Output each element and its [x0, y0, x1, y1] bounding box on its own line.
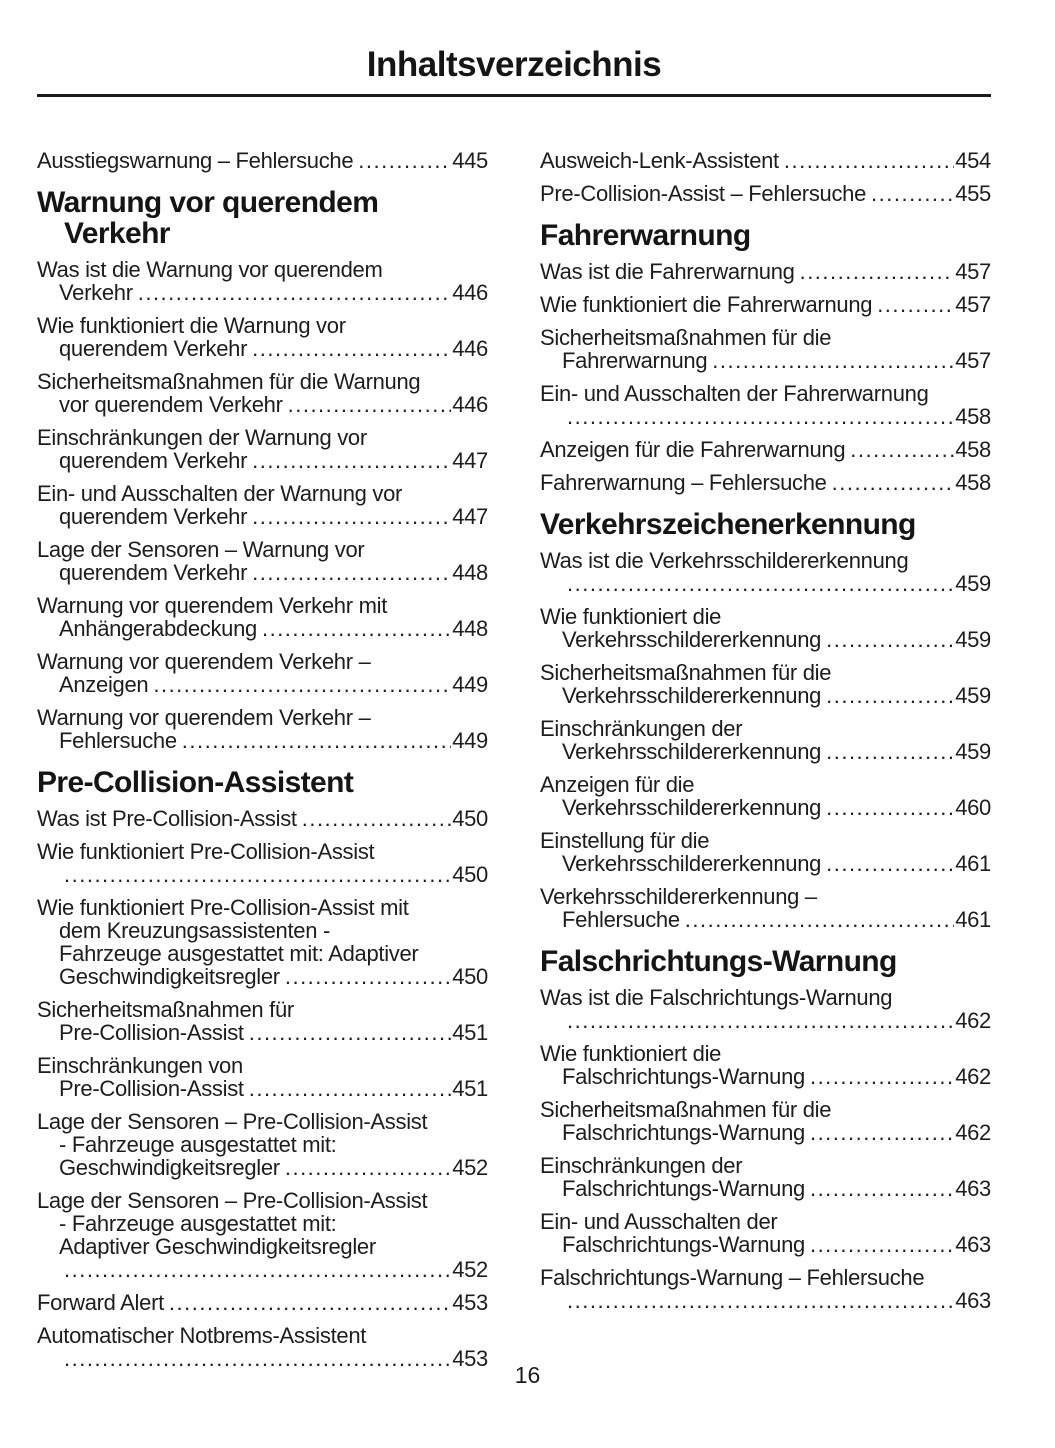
dot-leader [826, 740, 954, 763]
dot-leader [567, 1009, 954, 1032]
toc-entry[interactable] [37, 650, 488, 696]
toc-entry-leader-line [37, 673, 488, 696]
toc-entry-text-line: Falschrichtungs-Warnung [562, 1064, 805, 1089]
toc-entry-leader-line [540, 349, 991, 372]
dot-leader [138, 281, 451, 304]
toc-entry-leader-line [37, 561, 488, 584]
section-heading-line: Pre-Collision-Assistent [37, 766, 354, 799]
toc-entry-text-line: Einschränkungen der [540, 716, 743, 741]
toc-entry-leader-line [540, 852, 991, 875]
toc-entry-text-line: Falschrichtungs-Warnung [562, 1120, 805, 1145]
toc-entry-leader-line [37, 1156, 488, 1179]
title-divider [37, 94, 991, 97]
toc-entry-text-line: Lage der Sensoren – Pre-Collision-Assist [37, 1109, 428, 1134]
page-number: 16 [514, 1362, 541, 1388]
toc-entry-text-line: Fahrerwarnung [562, 348, 708, 373]
toc-entry-text-line: Ein- und Ausschalten der Fahrerwarnung [540, 381, 929, 406]
toc-entry-text-line: Einstellung für die [540, 828, 710, 853]
toc-entry-text-line: Adaptiver Geschwindigkeitsregler [59, 1234, 376, 1259]
toc-entry-page-number: 452 [452, 1155, 488, 1180]
toc-entry-leader-line [37, 617, 488, 640]
dot-leader [249, 1021, 451, 1044]
toc-entry-page-number: 461 [955, 907, 991, 932]
toc-entry[interactable] [540, 717, 991, 763]
dot-leader [685, 908, 954, 931]
toc-entry-text-line: Verkehrsschildererkennung [562, 851, 822, 876]
toc-entry-text-line: Fehlersuche [59, 728, 177, 753]
toc-entry[interactable] [540, 773, 991, 819]
toc-entry[interactable] [540, 182, 991, 205]
toc-entry-text-line: Verkehrsschildererkennung [562, 739, 822, 764]
toc-entry-leader-line [37, 807, 488, 830]
toc-entry[interactable] [37, 258, 488, 304]
toc-entry-leader-line [540, 740, 991, 763]
toc-entry-page-number: 449 [452, 672, 488, 697]
dot-leader [249, 1077, 451, 1100]
toc-entry-page-number: 455 [955, 181, 991, 206]
toc-entry-leader-line [540, 1177, 991, 1200]
dot-leader [153, 673, 451, 696]
toc-entry-leader-line [540, 572, 991, 595]
toc-entry[interactable] [37, 482, 488, 528]
dot-leader [358, 149, 451, 172]
toc-entry-text-line: Fahrzeuge ausgestattet mit: Adaptiver [59, 941, 419, 966]
toc-entry[interactable] [37, 840, 488, 886]
toc-entry-page-number: 458 [955, 437, 991, 462]
toc-entry-text-line: Was ist die Fahrerwarnung [540, 259, 795, 284]
toc-entry[interactable] [540, 326, 991, 372]
toc-entry[interactable] [37, 370, 488, 416]
toc-entry[interactable] [37, 594, 488, 640]
toc-entry-page-number: 448 [452, 616, 488, 641]
toc-entry-page-number: 462 [955, 1064, 991, 1089]
toc-entry[interactable] [540, 1210, 991, 1256]
section-heading [540, 220, 991, 251]
toc-entry-leader-line [540, 293, 991, 316]
toc-entry-page-number: 450 [452, 862, 488, 887]
toc-entry-text-line: dem Kreuzungsassistenten - [59, 918, 331, 943]
toc-entry-page-number: 447 [452, 504, 488, 529]
toc-entry-leader-line [540, 1009, 991, 1032]
document-page [37, 0, 991, 1380]
toc-entry[interactable] [540, 293, 991, 316]
toc-entry-text-line: Sicherheitsmaßnahmen für die [540, 1097, 832, 1122]
toc-entry-text-line: Was ist Pre-Collision-Assist [37, 806, 297, 831]
toc-entry-text-line: Ausweich-Lenk-Assistent [540, 148, 779, 173]
toc-entry-page-number: 453 [452, 1290, 488, 1315]
toc-entry[interactable] [37, 896, 488, 988]
toc-entry-leader-line [540, 260, 991, 283]
dot-leader [800, 260, 955, 283]
toc-entry-leader-line [37, 863, 488, 886]
toc-entry-text-line: Warnung vor querendem Verkehr – [37, 649, 371, 674]
toc-entry[interactable] [540, 438, 991, 461]
toc-entry-text-line: - Fahrzeuge ausgestattet mit: [59, 1211, 337, 1236]
toc-entry-page-number: 447 [452, 448, 488, 473]
toc-entry-leader-line [540, 1289, 991, 1312]
toc-entry[interactable] [540, 1042, 991, 1088]
toc-entry-leader-line [540, 438, 991, 461]
toc-entry-leader-line [540, 1065, 991, 1088]
toc-entry-leader-line [37, 149, 488, 172]
dot-leader [252, 505, 451, 528]
toc-entry-leader-line [37, 1291, 488, 1314]
toc-entry-page-number: 446 [452, 392, 488, 417]
dot-leader [182, 729, 451, 752]
toc-entry[interactable] [540, 605, 991, 651]
toc-entry-leader-line [37, 1021, 488, 1044]
toc-entry-text-line: Verkehr [59, 280, 133, 305]
page-title: Inhaltsverzeichnis [366, 45, 662, 84]
toc-entry-page-number: 460 [955, 795, 991, 820]
toc-entry-text-line: Warnung vor querendem Verkehr – [37, 705, 371, 730]
toc-entry-leader-line [37, 449, 488, 472]
dot-leader [567, 405, 954, 428]
dot-leader [810, 1233, 954, 1256]
toc-entry-page-number: 457 [955, 348, 991, 373]
toc-entry-page-number: 459 [955, 739, 991, 764]
toc-entry-leader-line [37, 337, 488, 360]
dot-leader [826, 684, 954, 707]
toc-entry[interactable] [37, 998, 488, 1044]
toc-entry-text-line: Wie funktioniert die [540, 1041, 722, 1066]
toc-entry-leader-line [540, 684, 991, 707]
section-heading [37, 767, 488, 798]
toc-entry[interactable] [37, 426, 488, 472]
toc-entry-text-line: Pre-Collision-Assist [59, 1020, 244, 1045]
toc-entry-leader-line [540, 182, 991, 205]
toc-entry-page-number: 457 [955, 292, 991, 317]
toc-entry[interactable] [37, 1054, 488, 1100]
dot-leader [877, 293, 954, 316]
toc-entry-text-line: Verkehrsschildererkennung [562, 683, 822, 708]
toc-entry-text-line: vor querendem Verkehr [59, 392, 283, 417]
toc-entry-text-line: Sicherheitsmaßnahmen für die Warnung [37, 369, 421, 394]
toc-entry[interactable] [540, 1266, 991, 1312]
dot-leader [252, 449, 451, 472]
toc-entry-leader-line [37, 1258, 488, 1281]
dot-leader [850, 438, 954, 461]
toc-entry-text-line: Automatischer Notbrems-Assistent [37, 1323, 367, 1348]
toc-entry-page-number: 462 [955, 1120, 991, 1145]
toc-entry[interactable] [540, 829, 991, 875]
dot-leader [169, 1291, 451, 1314]
toc-entry-text-line: Geschwindigkeitsregler [59, 1155, 280, 1180]
toc-entry-text-line: Forward Alert [37, 1290, 164, 1315]
toc-entry-text-line: Sicherheitsmaßnahmen für die [540, 660, 832, 685]
toc-entry-text-line: Pre-Collision-Assist [59, 1076, 244, 1101]
toc-entry-page-number: 449 [452, 728, 488, 753]
toc-entry[interactable] [540, 1098, 991, 1144]
toc-column-right [540, 149, 991, 1322]
section-heading [540, 509, 991, 540]
toc-entry[interactable] [540, 471, 991, 494]
toc-entry[interactable] [540, 986, 991, 1032]
toc-entry-text-line: Verkehrsschildererkennung – [540, 884, 817, 909]
toc-entry-text-line: Wie funktioniert die [540, 604, 722, 629]
section-heading [540, 946, 991, 977]
toc-entry-text-line: querendem Verkehr [59, 336, 248, 361]
toc-entry-text-line: querendem Verkehr [59, 448, 248, 473]
dot-leader [826, 628, 954, 651]
toc-entry-text-line: Einschränkungen der Warnung vor [37, 425, 367, 450]
toc-entry-text-line: Einschränkungen von [37, 1053, 243, 1078]
toc-entry-text-line: Einschränkungen der [540, 1153, 743, 1178]
toc-entry-page-number: 450 [452, 964, 488, 989]
toc-entry-text-line: Was ist die Verkehrsschildererkennung [540, 548, 909, 573]
dot-leader [302, 807, 451, 830]
toc-entry-leader-line [540, 471, 991, 494]
toc-entry-page-number: 448 [452, 560, 488, 585]
dot-leader [567, 1289, 954, 1312]
toc-entry-page-number: 459 [955, 571, 991, 596]
toc-entry-text-line: Verkehrsschildererkennung [562, 795, 822, 820]
toc-entry-leader-line [540, 1233, 991, 1256]
dot-leader [64, 863, 451, 886]
toc-entry-text-line: querendem Verkehr [59, 560, 248, 585]
section-heading-line: Verkehr [64, 217, 170, 250]
toc-entry-page-number: 446 [452, 280, 488, 305]
dot-leader [567, 572, 954, 595]
dot-leader [288, 393, 452, 416]
toc-entry-page-number: 451 [452, 1020, 488, 1045]
toc-entry-text-line: Fehlersuche [562, 907, 680, 932]
toc-entry-page-number: 446 [452, 336, 488, 361]
toc-entry-text-line: Warnung vor querendem Verkehr mit [37, 593, 388, 618]
toc-entry-text-line: Pre-Collision-Assist – Fehlersuche [540, 181, 867, 206]
toc-entry-text-line: Geschwindigkeitsregler [59, 964, 280, 989]
toc-entry-leader-line [37, 965, 488, 988]
dot-leader [252, 561, 451, 584]
toc-entry-text-line: Anzeigen für die [540, 772, 695, 797]
toc-entry[interactable] [540, 260, 991, 283]
dot-leader [285, 1156, 451, 1179]
toc-entry-text-line: Sicherheitsmaßnahmen für [37, 997, 294, 1022]
toc-entry-leader-line [540, 796, 991, 819]
toc-entry[interactable] [540, 661, 991, 707]
toc-entry-text-line: Wie funktioniert Pre-Collision-Assist [37, 839, 375, 864]
toc-entry[interactable] [37, 807, 488, 830]
toc-entry-text-line: Verkehrsschildererkennung [562, 627, 822, 652]
toc-entry-page-number: 457 [955, 259, 991, 284]
toc-entry-text-line: Fahrerwarnung – Fehlersuche [540, 470, 827, 495]
toc-entry-text-line: Anzeigen für die Fahrerwarnung [540, 437, 846, 462]
toc-entry-leader-line [540, 628, 991, 651]
toc-entry[interactable] [540, 1154, 991, 1200]
toc-entry-text-line: Sicherheitsmaßnahmen für die [540, 325, 832, 350]
toc-entry-text-line: Anzeigen [59, 672, 149, 697]
toc-entry-page-number: 463 [955, 1232, 991, 1257]
toc-entry-leader-line [37, 393, 488, 416]
toc-entry-page-number: 451 [452, 1076, 488, 1101]
toc-entry[interactable] [37, 1189, 488, 1281]
toc-entry-page-number: 459 [955, 627, 991, 652]
toc-entry-page-number: 453 [452, 1346, 488, 1371]
section-heading-line: Falschrichtungs-Warnung [540, 945, 897, 978]
toc-entry[interactable] [37, 706, 488, 752]
toc-entry-page-number: 452 [452, 1257, 488, 1282]
toc-entry-leader-line [37, 729, 488, 752]
dot-leader [826, 796, 954, 819]
dot-leader [826, 852, 954, 875]
dot-leader [262, 617, 451, 640]
toc-entry-text-line: Lage der Sensoren – Pre-Collision-Assist [37, 1188, 428, 1213]
dot-leader [252, 337, 451, 360]
toc-entry-text-line: Was ist die Warnung vor querendem [37, 257, 383, 282]
toc-column-left [37, 149, 488, 1380]
toc-entry-text-line: Lage der Sensoren – Warnung vor [37, 537, 365, 562]
toc-entry-page-number: 463 [955, 1176, 991, 1201]
toc-entry-leader-line [37, 1077, 488, 1100]
toc-entry-leader-line [540, 908, 991, 931]
dot-leader [784, 149, 954, 172]
section-heading [37, 187, 488, 249]
toc-entry-text-line: Falschrichtungs-Warnung [562, 1232, 805, 1257]
toc-entry-text-line: querendem Verkehr [59, 504, 248, 529]
toc-entry-leader-line [540, 1121, 991, 1144]
toc-entry-page-number: 462 [955, 1008, 991, 1033]
toc-entry[interactable] [540, 885, 991, 931]
toc-entry-text-line: Falschrichtungs-Warnung – Fehlersuche [540, 1265, 925, 1290]
toc-entry-text-line: Wie funktioniert Pre-Collision-Assist mit [37, 895, 409, 920]
section-heading-line: Warnung vor querendem [37, 186, 379, 219]
dot-leader [810, 1121, 954, 1144]
toc-entry-text-line: Ein- und Ausschalten der [540, 1209, 778, 1234]
toc-entry-page-number: 458 [955, 470, 991, 495]
toc-entry[interactable] [37, 314, 488, 360]
toc-entry[interactable] [37, 149, 488, 172]
toc-entry-page-number: 450 [452, 806, 488, 831]
toc-entry-text-line: Wie funktioniert die Fahrerwarnung [540, 292, 873, 317]
toc-entry-text-line: Anhängerabdeckung [59, 616, 257, 641]
toc-entry[interactable] [37, 1291, 488, 1314]
toc-entry-page-number: 454 [955, 148, 991, 173]
toc-entry-page-number: 445 [452, 148, 488, 173]
toc-entry[interactable] [540, 149, 991, 172]
toc-entry-page-number: 461 [955, 851, 991, 876]
dot-leader [871, 182, 954, 205]
section-heading-line: Verkehrszeichenerkennung [540, 508, 916, 541]
toc-entry[interactable] [540, 382, 991, 428]
dot-leader [285, 965, 451, 988]
toc-entry-leader-line [540, 405, 991, 428]
dot-leader [810, 1177, 954, 1200]
toc-entry-text-line: Ein- und Ausschalten der Warnung vor [37, 481, 403, 506]
toc-entry-page-number: 459 [955, 683, 991, 708]
toc-columns [37, 149, 991, 1380]
toc-entry-text-line: Wie funktioniert die Warnung vor [37, 313, 346, 338]
toc-entry[interactable] [540, 549, 991, 595]
toc-entry[interactable] [37, 1110, 488, 1179]
toc-entry-leader-line [540, 149, 991, 172]
section-heading-line: Fahrerwarnung [540, 219, 751, 252]
toc-entry-text-line: - Fahrzeuge ausgestattet mit: [59, 1132, 337, 1157]
toc-entry-leader-line [37, 281, 488, 304]
toc-entry-page-number: 458 [955, 404, 991, 429]
dot-leader [64, 1258, 451, 1281]
dot-leader [832, 471, 955, 494]
toc-entry-text-line: Ausstiegswarnung – Fehlersuche [37, 148, 354, 173]
dot-leader [712, 349, 954, 372]
toc-entry-text-line: Was ist die Falschrichtungs-Warnung [540, 985, 893, 1010]
toc-entry-text-line: Falschrichtungs-Warnung [562, 1176, 805, 1201]
toc-entry-leader-line [37, 505, 488, 528]
toc-entry-page-number: 463 [955, 1288, 991, 1313]
dot-leader [810, 1065, 954, 1088]
toc-entry[interactable] [37, 538, 488, 584]
